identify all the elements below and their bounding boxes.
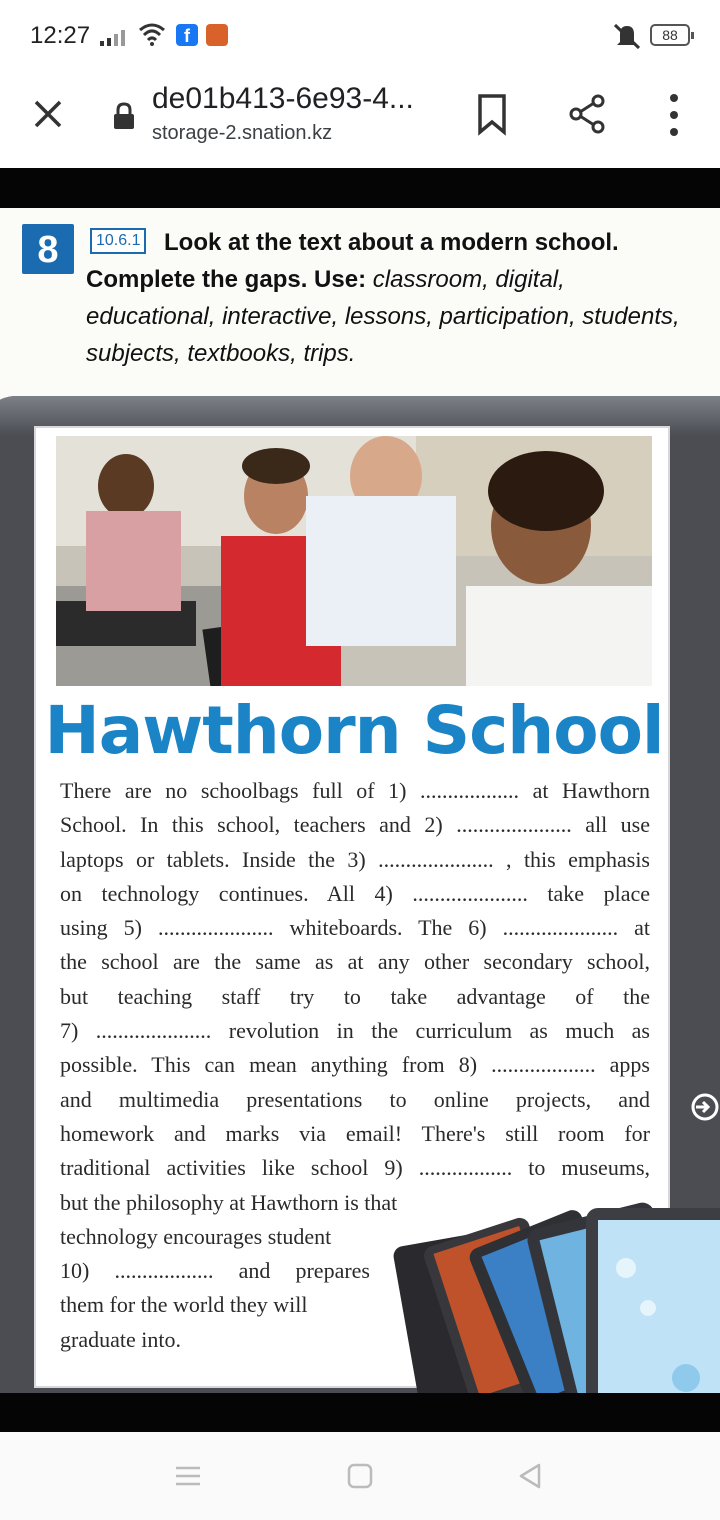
bottom-letterbox xyxy=(0,1393,720,1432)
article-line: using 5) ..................... whiteboards. The 6) ..................... at xyxy=(60,915,650,941)
article-line: 10) .................. and prepares xyxy=(60,1258,370,1284)
article-line: laptops or tablets. Inside the 3) ..................... , this emphasis xyxy=(60,846,650,872)
tablet-stack-illustration xyxy=(386,1198,720,1393)
objective-code: 10.6.1 xyxy=(90,228,146,254)
exercise-instruction xyxy=(86,224,686,372)
instruction-text: Look at the text about a modern school. Complete the gaps. Use: xyxy=(86,229,619,293)
browser-toolbar xyxy=(0,70,720,168)
classroom-photo xyxy=(56,436,652,686)
share-icon[interactable] xyxy=(566,92,610,136)
article-line: the school are the same as at any other secondary school, xyxy=(60,949,650,975)
article-line: School. In this school, teachers and 2) ..................... all use xyxy=(60,812,650,838)
article-line: on technology continues. All 4) ..................... take place xyxy=(60,880,650,906)
exercise-number: 8 xyxy=(22,224,74,274)
mute-icon xyxy=(612,22,642,50)
article-line: traditional activities like school 9) ................. to museums, xyxy=(60,1155,650,1181)
wifi-icon xyxy=(138,22,166,46)
document-image[interactable] xyxy=(0,208,720,1393)
article-line: possible. This can mean anything from 8) ................... apps xyxy=(60,1052,650,1078)
article-line: but the philosophy at Hawthorn is that xyxy=(60,1189,398,1215)
word-list: classroom, digital, educational, interactive, lessons, participation, students, subjects, textbooks, trips. xyxy=(86,266,680,367)
signal-icon xyxy=(100,28,130,46)
article-line: but teaching staff try to take advantage of the xyxy=(60,983,650,1009)
article-line: and multimedia presentations to online projects, and xyxy=(60,1086,650,1112)
login-arrow-icon xyxy=(688,1090,720,1124)
status-bar xyxy=(0,0,720,70)
more-options-icon[interactable] xyxy=(654,90,694,140)
facebook-notification-icon: f xyxy=(176,24,198,46)
url-host[interactable]: storage-2.snation.kz xyxy=(152,122,333,144)
tablet-screen xyxy=(34,426,670,1388)
system-navigation-bar xyxy=(0,1432,720,1520)
article-line: homework and marks via email! There's still room for xyxy=(60,1120,650,1146)
article-line: 7) ..................... revolution in the curriculum as much as xyxy=(60,1018,650,1044)
home-icon[interactable] xyxy=(346,1462,374,1490)
article-line: There are no schoolbags full of 1) .................. at Hawthorn xyxy=(60,778,650,803)
battery-indicator: 88 xyxy=(650,24,690,46)
page-title[interactable]: de01b413-6e93-4... xyxy=(152,82,414,115)
close-icon[interactable] xyxy=(26,92,70,136)
app-notification-icon xyxy=(206,24,228,46)
clock: 12:27 xyxy=(30,22,91,49)
top-letterbox xyxy=(0,168,720,208)
article-line: technology encourages student xyxy=(60,1223,332,1249)
recent-apps-icon[interactable] xyxy=(174,1464,202,1488)
article-line: them for the world they will xyxy=(60,1292,308,1318)
article-title: Hawthorn School xyxy=(44,692,664,769)
article-line: graduate into. xyxy=(60,1326,181,1352)
bookmark-icon[interactable] xyxy=(474,92,510,136)
back-icon[interactable] xyxy=(516,1462,544,1490)
lock-icon[interactable] xyxy=(112,102,136,130)
